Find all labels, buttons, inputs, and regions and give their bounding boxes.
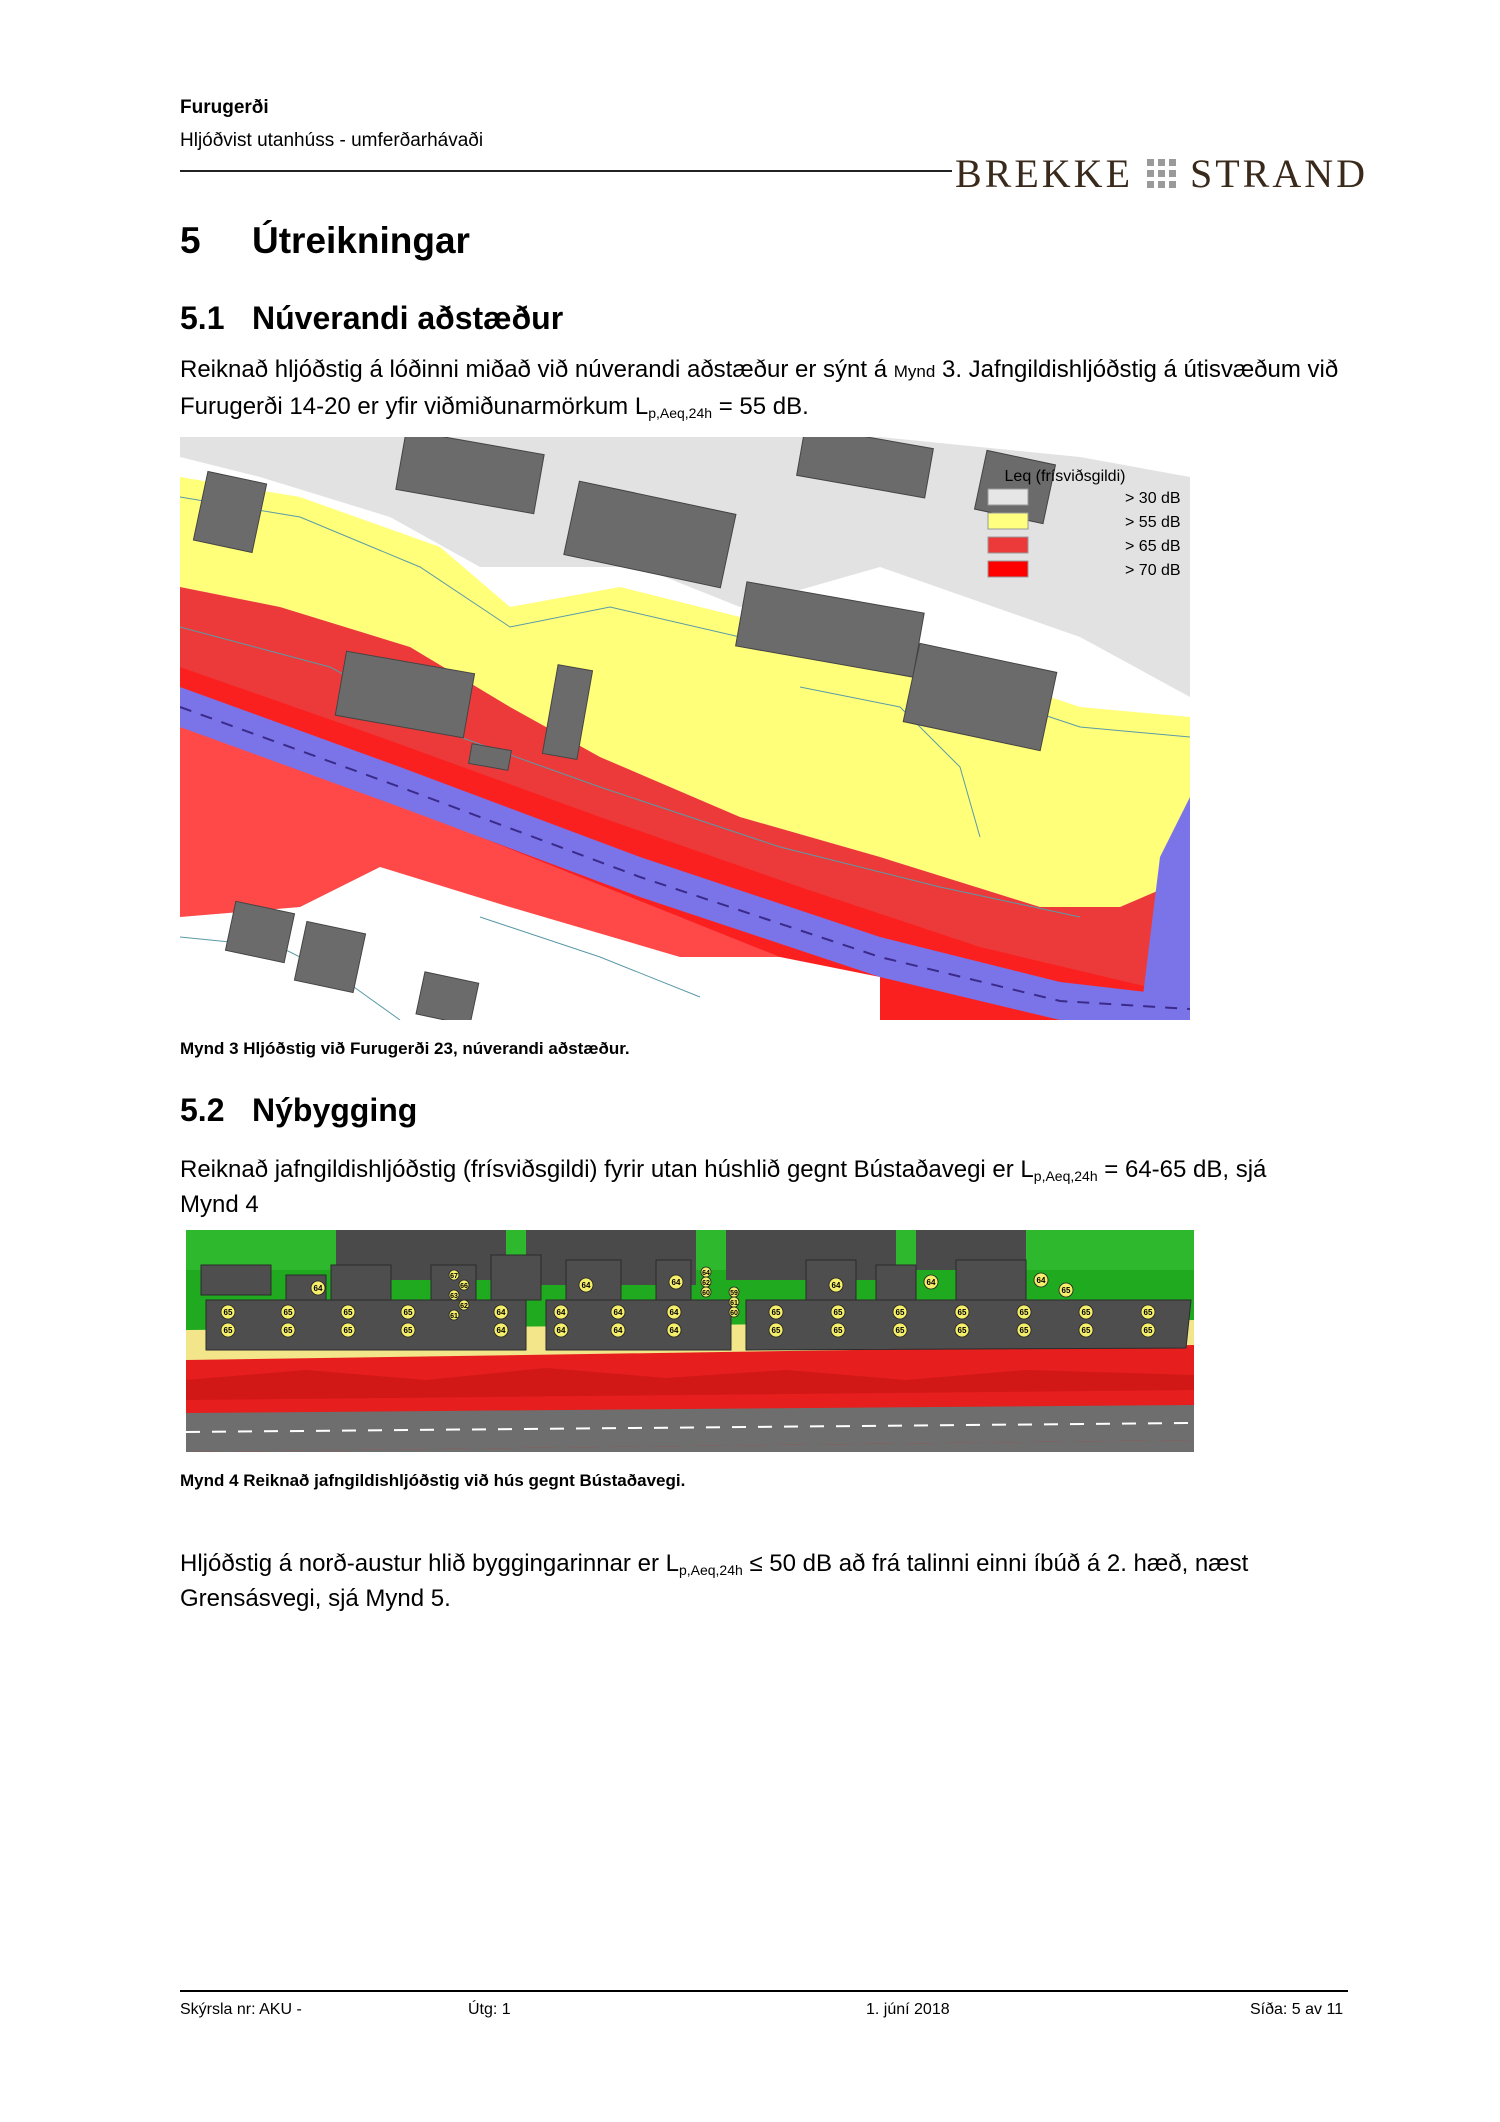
figure-3-noise-map — [180, 437, 1190, 1020]
db-marker-label: 64 — [671, 1278, 681, 1287]
db-marker-label: 64 — [1036, 1276, 1046, 1285]
db-marker-label: 64 — [613, 1326, 623, 1335]
db-marker-label: 64 — [669, 1308, 679, 1317]
db-marker-label: 59 — [730, 1290, 738, 1297]
db-marker-label: 65 — [223, 1308, 233, 1317]
legend-swatch — [988, 561, 1028, 577]
db-marker-label: 66 — [460, 1283, 468, 1290]
paragraph-north-east: Hljóðstig á norð-austur hlið byggingarinnar er $L_{p,Aeq,24h} \le 50$ dB að frá talinni einni íbúð á 2. hæð, næst Grensásvegi, sjá Mynd 5. — [180, 1550, 1249, 1612]
figure-4-facade-view — [186, 1230, 1194, 1452]
section-5-heading: 5 Útreikningar — [180, 220, 470, 261]
db-marker-label: 65 — [343, 1326, 353, 1335]
db-marker-label: 64 — [313, 1284, 323, 1293]
header-rule — [180, 170, 952, 172]
db-marker-label: 62 — [460, 1303, 468, 1310]
legend-label: > 30 dB — [1125, 490, 1181, 507]
db-marker-label: 65 — [957, 1326, 967, 1335]
section-5-2-paragraph: Reiknað jafngildishljóðstig (frísviðsgildi) fyrir utan húshlið gegnt Bústaðavegi er $L_{p,Aeq,24h} = 64-65$ dB, sjá Mynd 4 — [180, 1156, 1267, 1218]
db-marker-label: 62 — [702, 1280, 710, 1287]
db-marker-label: 65 — [343, 1308, 353, 1317]
section-5-1-heading: 5.1 Núverandi aðstæður — [180, 300, 564, 336]
db-marker-label: 65 — [833, 1326, 843, 1335]
footer-report-number: Skýrsla nr: AKU - — [180, 2001, 302, 2018]
db-marker-label: 67 — [450, 1273, 458, 1280]
company-logo — [955, 150, 1368, 197]
footer-page: Síða: 5 av 11 — [1250, 2001, 1344, 2018]
header-title: Furugerði — [180, 97, 269, 118]
section-5-2-heading: 5.2 Nýbygging — [180, 1092, 418, 1128]
db-marker-label: 65 — [1019, 1326, 1029, 1335]
db-marker-label: 65 — [1019, 1308, 1029, 1317]
legend-title: Leq (frísviðsgildi) — [1004, 468, 1126, 485]
db-marker-label: 65 — [1143, 1308, 1153, 1317]
logo-left-text: BREKKE — [955, 151, 1133, 196]
db-marker-label: 65 — [283, 1326, 293, 1335]
db-marker-label: 65 — [1061, 1286, 1071, 1295]
db-marker-label: 64 — [702, 1270, 710, 1277]
legend-swatch — [988, 489, 1028, 505]
db-marker-label: 63 — [450, 1293, 458, 1300]
legend-label: > 65 dB — [1125, 538, 1181, 555]
db-marker-label: 65 — [403, 1326, 413, 1335]
db-marker-label: 64 — [556, 1308, 566, 1317]
db-marker-label: 65 — [957, 1308, 967, 1317]
footer-edition: Útg: 1 — [468, 2001, 511, 2018]
db-marker-label: 65 — [833, 1308, 843, 1317]
logo-right-text: STRAND — [1190, 151, 1369, 196]
figure-3-caption: Mynd 3 Hljóðstig við Furugerði 23, núverandi aðstæður. — [180, 1039, 630, 1058]
db-marker-label: 64 — [831, 1281, 841, 1290]
db-marker-label: 61 — [730, 1300, 738, 1307]
db-marker-label: 60 — [730, 1310, 738, 1317]
footer-date: 1. júní 2018 — [866, 2001, 950, 2018]
legend-swatch — [988, 537, 1028, 553]
db-marker-label: 61 — [450, 1313, 458, 1320]
db-marker-label: 60 — [702, 1290, 710, 1297]
db-marker-label: 65 — [771, 1326, 781, 1335]
db-marker-label: 64 — [669, 1326, 679, 1335]
db-marker-label: 65 — [895, 1308, 905, 1317]
legend-label: > 55 dB — [1125, 514, 1181, 531]
db-marker-label: 65 — [283, 1308, 293, 1317]
db-marker-label: 65 — [1081, 1308, 1091, 1317]
header-subtitle: Hljóðvist utanhúss - umferðarhávaði — [180, 130, 484, 151]
db-marker-label: 64 — [556, 1326, 566, 1335]
footer-rule — [180, 1990, 1348, 1992]
db-marker-label: 64 — [613, 1308, 623, 1317]
section-5-1-paragraph: Reiknað hljóðstig á lóðinni miðað við núverandi aðstæður er sýnt á Mynd 3. Jafngildishljóðstig á útisvæðum við Furugerði 14-20 er yfir viðmiðunarmörkum $L_{p,Aeq,24h} = 55$ dB. — [180, 356, 1339, 421]
db-marker-label: 65 — [223, 1326, 233, 1335]
db-marker-label: 64 — [926, 1278, 936, 1287]
db-marker-label: 65 — [403, 1308, 413, 1317]
legend-label: > 70 dB — [1125, 562, 1181, 579]
db-marker-label: 65 — [895, 1326, 905, 1335]
db-marker-label: 65 — [1143, 1326, 1153, 1335]
db-marker-label: 65 — [771, 1308, 781, 1317]
db-marker-label: 64 — [496, 1326, 506, 1335]
db-marker-label: 64 — [496, 1308, 506, 1317]
logo-dots-icon — [1147, 159, 1176, 188]
db-marker-label: 64 — [581, 1281, 591, 1290]
legend-swatch — [988, 513, 1028, 529]
figure-4-caption: Mynd 4 Reiknað jafngildishljóðstig við hús gegnt Bústaðavegi. — [180, 1471, 686, 1490]
db-marker-label: 65 — [1081, 1326, 1091, 1335]
